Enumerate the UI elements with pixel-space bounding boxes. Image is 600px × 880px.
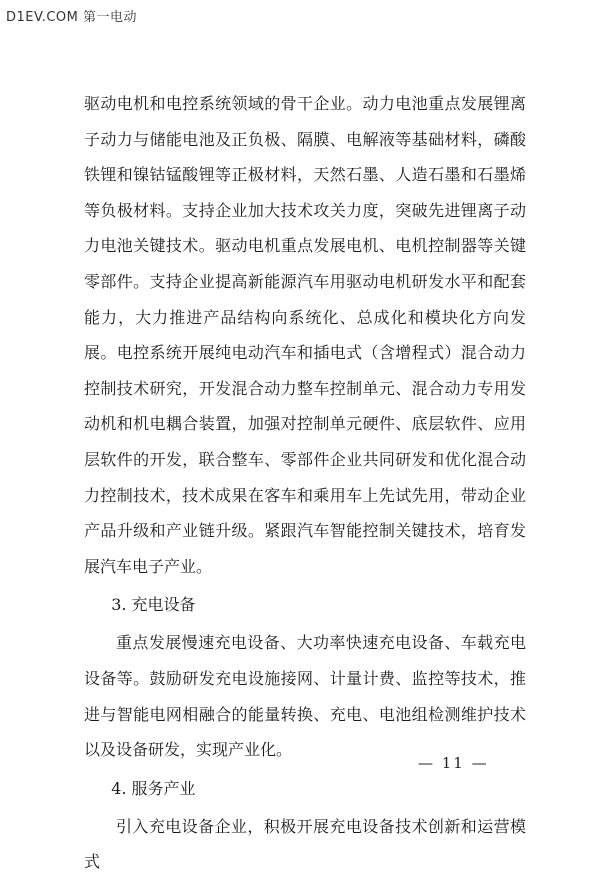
paragraph-power-battery-motor-control: 驱动电机和电控系统领域的骨干企业。动力电池重点发展锂离子动力与储能电池及正负极、隔膜、电解液等基础材料，磷酸铁锂和镍钴锰酸锂等正极材料，天然石墨、人造石墨和石墨烯等负极材料。支持企业加大技术攻关力度，突破先进锂离子动力电池关键技术。驱动电机重点发展电机、电机控制器等关键零部件。支持企业提高新能源汽车用驱动电机研发水平和配套能力，大力推进产品结构向系统化、总成化和模块化方向发展。电控系统开展纯电动汽车和插电式（含增程式）混合动力控制技术研究，开发混合动力整车控制单元、混合动力专用发动机和机电耦合装置，加强对控制单元硬件、底层软件、应用层软件的开发，联合整车、零部件企业共同研发和优化混合动力控制技术，技术成果在客车和乘用车上先试先用，带动企业产品升级和产业链升级。紧跟汽车智能控制关键技术，培育发展汽车电子产业。 — [84, 94, 526, 576]
paragraph-charging-equipment: 重点发展慢速充电设备、大功率快速充电设备、车载充电设备等。鼓励研发充电设施接网、计量计费、监控等技术，推进与智能电网相融合的能量转换、充电、电池组检测维护技术以及设备研发，实现产业化。 — [84, 633, 526, 760]
site-watermark: D1EV.COM 第一电动 — [6, 10, 138, 25]
section-heading-service-industry: 4. 服务产业 — [111, 778, 196, 798]
page-number: — 11 — — [418, 754, 489, 772]
paragraph-service-industry: 引入充电设备企业，积极开展充电设备技术创新和运营模式 — [84, 816, 526, 872]
section-heading-charging-equipment: 3. 充电设备 — [111, 595, 196, 615]
